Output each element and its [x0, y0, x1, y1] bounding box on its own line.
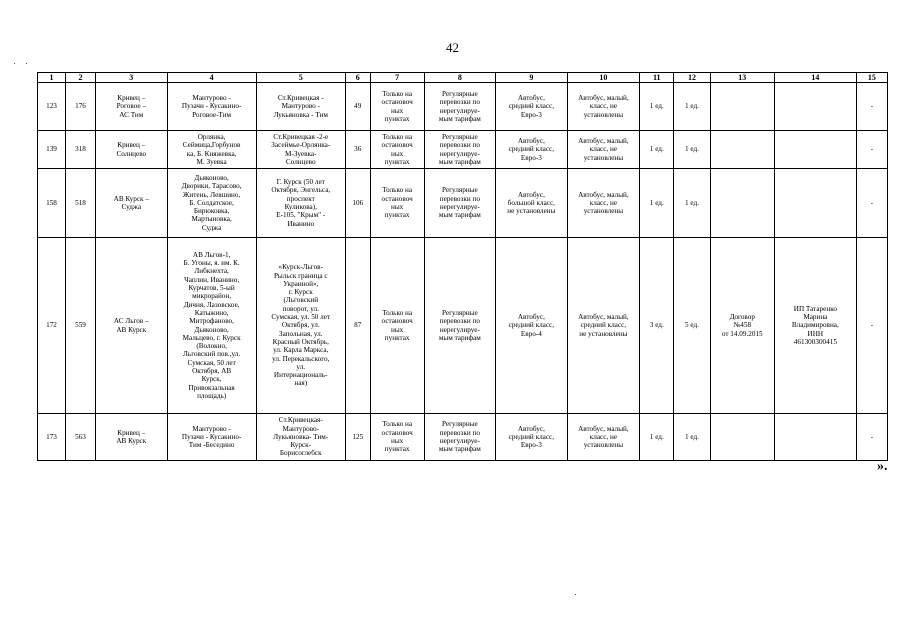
cell-vehicles-max: 1 ед. — [640, 169, 674, 238]
cell-streets: Ст.Кривецкая - Мантурово - Лукьяновка - Тим — [256, 83, 345, 131]
cell-route-name: Кривец – АВ Курск — [96, 414, 168, 461]
col-header-10: 10 — [567, 73, 640, 83]
cell-route-name: Кривец – Роговое – АС Тим — [96, 83, 168, 131]
cell-reg-number: 173 — [38, 414, 66, 461]
cell-vehicle-class-min: Автобус, малый, средний класс, не установлены — [567, 238, 640, 414]
cell-notes: - — [856, 83, 887, 131]
table-row — [38, 238, 888, 414]
cell-stops: Дьяконово, Дворики, Тарасово, Житень, Левшино, Б. Солдатское, Бирюковка, Мартыновка, Суджа — [167, 169, 256, 238]
cell-transport-type: Регулярные перевозки по нерегулируе- мым тарифам — [424, 414, 496, 461]
cell-vehicles-min: 1 ед. — [674, 131, 710, 169]
cell-length: 125 — [345, 414, 370, 461]
cell-reg-number: 123 — [38, 83, 66, 131]
col-header-5: 5 — [256, 73, 345, 83]
cell-reg-number: 139 — [38, 131, 66, 169]
col-header-13: 13 — [710, 73, 774, 83]
cell-vehicles-min: 1 ед. — [674, 83, 710, 131]
cell-route-number: 518 — [65, 169, 95, 238]
cell-transport-type: Регулярные перевозки по нерегулируе- мым тарифам — [424, 83, 496, 131]
table-row — [38, 169, 888, 238]
cell-length: 36 — [345, 131, 370, 169]
col-header-14: 14 — [774, 73, 856, 83]
cell-vehicles-max: 1 ед. — [640, 83, 674, 131]
cell-contract — [710, 169, 774, 238]
cell-boarding-order: Только на остановоч ных пунктах — [370, 238, 424, 414]
cell-vehicle-class-min: Автобус, малый, класс, не установлены — [567, 131, 640, 169]
scan-speck — [14, 63, 15, 64]
route-register-table — [37, 72, 888, 461]
cell-route-number: 176 — [65, 83, 95, 131]
cell-route-name: АС Льгов – АВ Курск — [96, 238, 168, 414]
cell-notes: - — [856, 414, 887, 461]
cell-length: 49 — [345, 83, 370, 131]
continuation-mark: ». — [877, 459, 888, 474]
cell-length: 106 — [345, 169, 370, 238]
cell-route-name: АВ Курск – Суджа — [96, 169, 168, 238]
cell-contract — [710, 131, 774, 169]
cell-vehicle-class-max: Автобус, средний класс, Евро-3 — [496, 131, 568, 169]
header-row — [38, 73, 888, 83]
col-header-9: 9 — [496, 73, 568, 83]
page-number: 42 — [446, 40, 459, 55]
table-row — [38, 414, 888, 461]
col-header-12: 12 — [674, 73, 710, 83]
cell-stops: Орлянка, Сеймица,Горбунов ка, Б. Княжевка, М. Зуевка — [167, 131, 256, 169]
col-header-3: 3 — [96, 73, 168, 83]
cell-carrier: ИП Татаренко Марина Владимировна, ИНН 461300300415 — [774, 238, 856, 414]
cell-contract — [710, 414, 774, 461]
col-header-7: 7 — [370, 73, 424, 83]
col-header-11: 11 — [640, 73, 674, 83]
cell-carrier — [774, 131, 856, 169]
cell-vehicle-class-min: Автобус, малый, класс, не установлены — [567, 83, 640, 131]
cell-vehicle-class-min: Автобус, малый, класс, не установлены — [567, 414, 640, 461]
cell-vehicles-max: 3 ед. — [640, 238, 674, 414]
cell-stops: АВ Льгов-1, Б. Угоны, я. им. К. Либкнехта, Чаплин, Иванино, Курчатов, 5-ый микрорайон, Дичня, Лазовское, Катыжино, Митрофаново, Дьяконово, Мальцево, г. Курск (Волокно, Льговский пов.,ул. Сумская, 50 лет Октября, АВ Курск, Привокзальная площадь) — [167, 238, 256, 414]
cell-reg-number: 172 — [38, 238, 66, 414]
table-row — [38, 83, 888, 131]
cell-vehicle-class-max: Автобус, средний класс, Евро-4 — [496, 238, 568, 414]
col-header-6: 6 — [345, 73, 370, 83]
cell-streets: Г. Курск (50 лет Октября, Энгельса, проспект Куликова), Е-105, "Крым" - Иванино — [256, 169, 345, 238]
cell-vehicles-max: 1 ед. — [640, 131, 674, 169]
table-row — [38, 131, 888, 169]
cell-vehicles-min: 5 ед. — [674, 238, 710, 414]
cell-stops: Мантурово - Пузачи - Кусакино- Тим -Беседино — [167, 414, 256, 461]
cell-route-name: Кривец – Солнцево — [96, 131, 168, 169]
cell-route-number: 559 — [65, 238, 95, 414]
cell-reg-number: 158 — [38, 169, 66, 238]
cell-streets: Ст.Кривецкая -2-е Засеймье-Орлянка- М-Зуевка- Солнцево — [256, 131, 345, 169]
cell-boarding-order: Только на остановоч ных пунктах — [370, 169, 424, 238]
scan-speck — [575, 594, 576, 595]
cell-streets: Ст.Кривецкая- Мантурово- Лукьяновка- Тим- Курск- Борисоглебск — [256, 414, 345, 461]
cell-transport-type: Регулярные перевозки по нерегулируе- мым тарифам — [424, 238, 496, 414]
scan-speck — [26, 63, 27, 64]
cell-transport-type: Регулярные перевозки по нерегулируе- мым тарифам — [424, 169, 496, 238]
cell-notes: - — [856, 169, 887, 238]
cell-transport-type: Регулярные перевозки по нерегулируе- мым тарифам — [424, 131, 496, 169]
cell-vehicle-class-max: Автобус, средний класс, Евро-3 — [496, 414, 568, 461]
cell-boarding-order: Только на остановоч ных пунктах — [370, 83, 424, 131]
cell-contract: Договор №458 от 14.09.2015 — [710, 238, 774, 414]
cell-vehicles-max: 1 ед. — [640, 414, 674, 461]
col-header-1: 1 — [38, 73, 66, 83]
cell-vehicle-class-min: Автобус, малый, класс, не установлены — [567, 169, 640, 238]
cell-route-number: 318 — [65, 131, 95, 169]
col-header-8: 8 — [424, 73, 496, 83]
cell-length: 87 — [345, 238, 370, 414]
cell-vehicles-min: 1 ед. — [674, 169, 710, 238]
cell-boarding-order: Только на остановоч ных пунктах — [370, 414, 424, 461]
cell-contract — [710, 83, 774, 131]
col-header-4: 4 — [167, 73, 256, 83]
cell-boarding-order: Только на остановоч ных пунктах — [370, 131, 424, 169]
cell-carrier — [774, 414, 856, 461]
col-header-15: 15 — [856, 73, 887, 83]
cell-stops: Мантурово - Пузачи - Кусакино- Роговое-Тим — [167, 83, 256, 131]
cell-notes: - — [856, 131, 887, 169]
cell-carrier — [774, 169, 856, 238]
cell-streets: «Курск-Льгов- Рыльск граница с Украиной», г. Курск (Льговский поворот, ул. Сумская, ул. 50 лет Октября, ул. Запольная, ул. Красный Октябрь, ул. Карла Маркса, ул. Перекальского, ул. Интернациональ- ная) — [256, 238, 345, 414]
cell-route-number: 563 — [65, 414, 95, 461]
col-header-2: 2 — [65, 73, 95, 83]
cell-vehicle-class-max: Автобус, большой класс, не установлены — [496, 169, 568, 238]
cell-carrier — [774, 83, 856, 131]
cell-vehicles-min: 1 ед. — [674, 414, 710, 461]
cell-notes: - — [856, 238, 887, 414]
cell-vehicle-class-max: Автобус, средний класс, Евро-3 — [496, 83, 568, 131]
